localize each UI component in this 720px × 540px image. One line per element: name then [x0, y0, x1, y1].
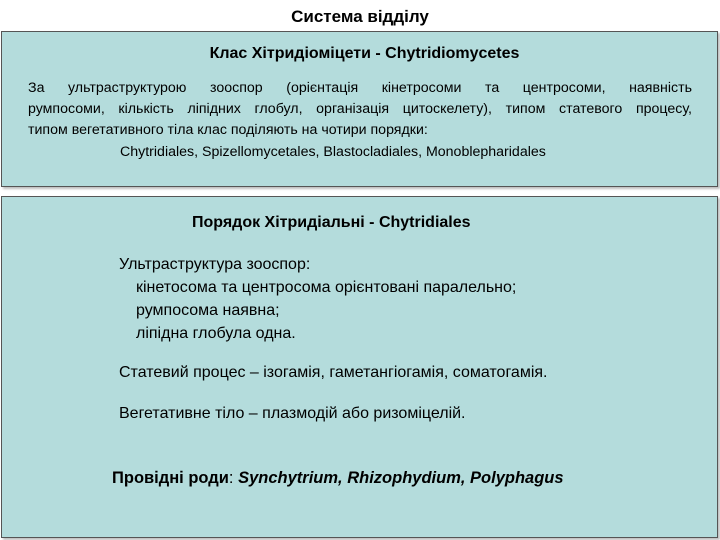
ultrastructure-item: румпосома наявна;	[136, 302, 280, 319]
ultrastructure-block	[119, 253, 516, 345]
class-heading: Клас Хітридіоміцети - Chytridiomycetes	[209, 45, 520, 62]
class-box	[1, 31, 718, 187]
class-description-line: румпосоми, кількість ліпідних глобул, організація цитоскелету), типом статевого процесу,	[28, 101, 692, 117]
class-description-line: типом вегетативного тіла клас поділяють на чотири порядки:	[28, 122, 428, 138]
ultrastructure-item: ліпідна глобула одна.	[136, 325, 296, 342]
ultrastructure-item: кінетосома та центросома орієнтовані паралельно;	[136, 279, 517, 296]
ultrastructure-label: Ультраструктура зооспор:	[119, 256, 311, 273]
genera-names: Synchytrium, Rhizophydium, Polyphagus	[238, 469, 564, 487]
sexual-process: Статевий процес – ізогамія, гаметангіогамія, соматогамія.	[119, 364, 548, 381]
genera-separator: :	[228, 469, 239, 487]
class-description-line: За ультраструктурою зооспор (орієнтація кінетросоми та центросоми, наявність	[28, 80, 692, 96]
order-box	[1, 196, 718, 538]
page-title: Система відділу	[291, 7, 429, 26]
genera-label: Провідні роди	[112, 469, 229, 487]
leading-genera	[112, 467, 564, 490]
order-heading: Порядок Хітридіальні - Chytridiales	[192, 214, 471, 231]
class-description	[28, 78, 692, 141]
vegetative-body: Вегетативне тіло – плазмодій або ризоміцелій.	[119, 405, 466, 422]
orders-list: Chytridiales, Spizellomycetales, Blastocladiales, Monoblepharidales	[120, 144, 546, 160]
